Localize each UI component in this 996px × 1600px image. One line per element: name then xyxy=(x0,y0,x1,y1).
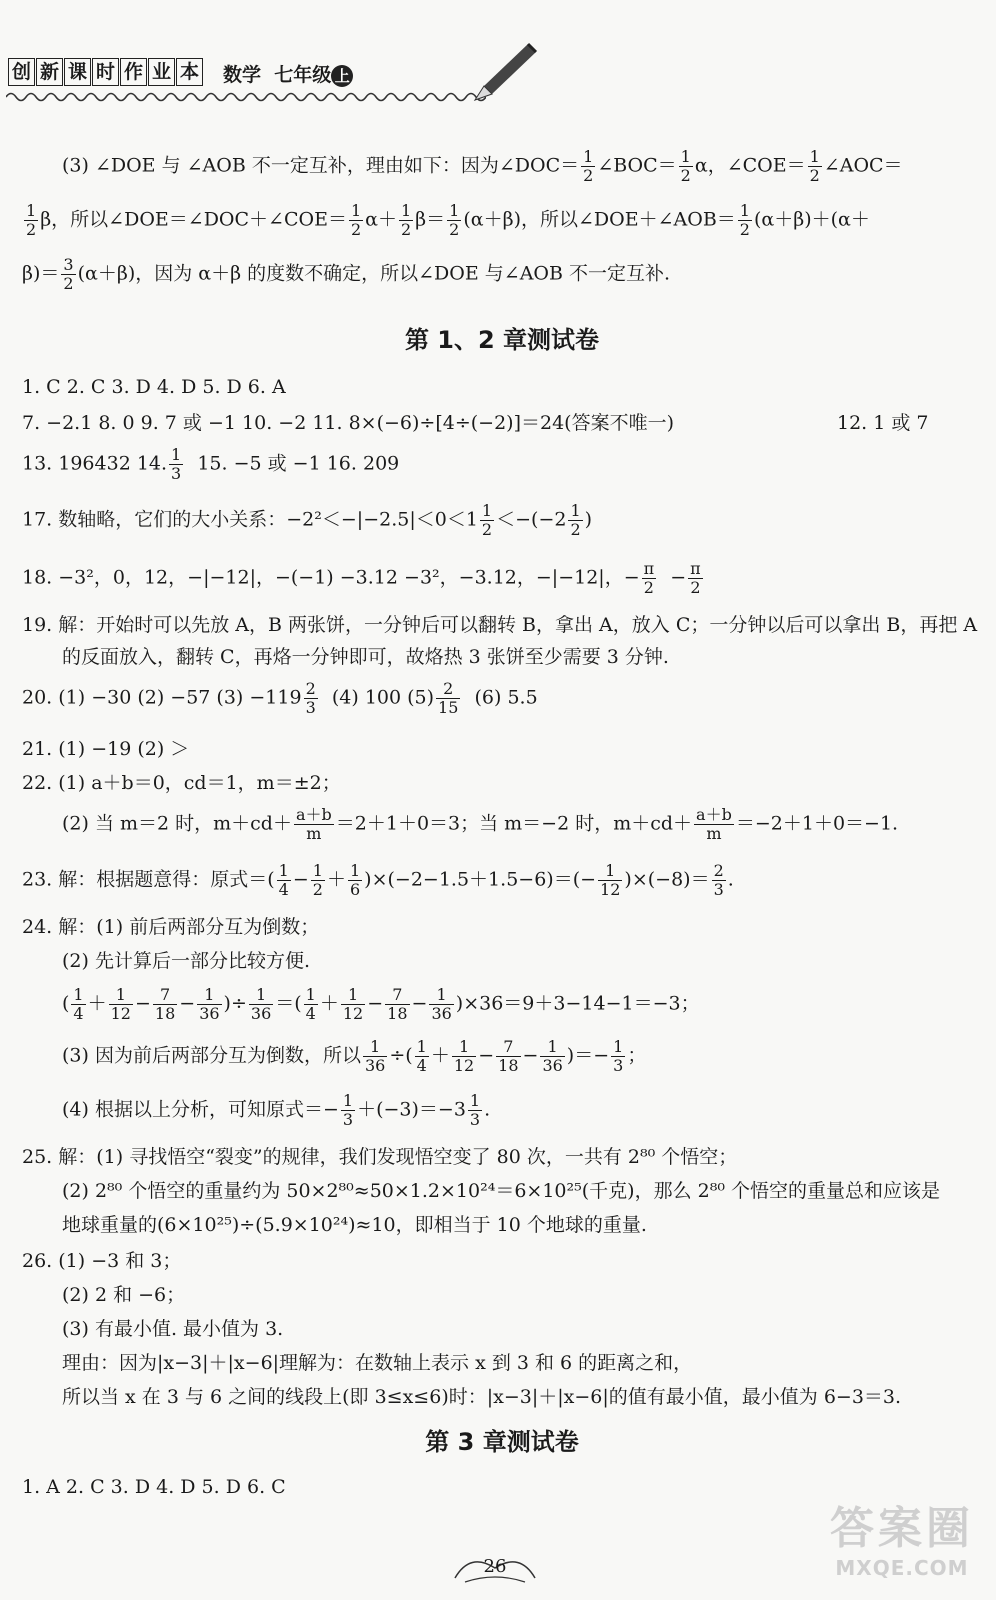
answer-26-line-3: (3) 有最小值. 最小值为 3. xyxy=(62,1318,284,1340)
header-char: 本 xyxy=(176,58,203,86)
fraction: $\frac{\pi}{2}$ xyxy=(690,559,701,597)
fraction: $\frac{1}{3}$ xyxy=(613,1037,624,1075)
fraction: $\frac{1}{2}$ xyxy=(570,501,581,539)
fraction: $\frac{1}{12}$ xyxy=(342,985,364,1023)
answer-19-line-2: 的反面放入，翻转 C，再烙一分钟即可，故烙热 3 张饼至少需要 3 分钟. xyxy=(62,646,669,668)
answer-24-line-3: ( $\frac{1}{4}$ ＋ $\frac{1}{12}$ − $\frac{7}{18}$ − $\frac{1}{36}$ )÷ $\frac{1}{36}$ ＝( $\frac{1}{4}$ ＋ $\frac{1}{12}$ − $\frac{7}{18}$ − $\frac{1}{36}$ )×36＝9＋3−14−1＝−3； xyxy=(62,985,700,1023)
fraction: $\frac{1}{2}$ xyxy=(583,147,594,185)
fraction: $\frac{1}{2}$ xyxy=(400,201,412,239)
header-wave-decoration xyxy=(6,90,486,104)
answer-21: 21. (1) −19 (2) ＞ xyxy=(22,738,190,760)
pencil-icon xyxy=(470,38,540,108)
fraction: $\frac{1}{2}$ xyxy=(449,201,460,239)
fraction: $\frac{1}{4}$ xyxy=(416,1037,427,1075)
answer-26-line-1: 26. (1) −3 和 3； xyxy=(22,1250,182,1272)
fraction: $\frac{1}{2}$ xyxy=(680,147,691,185)
fraction: $\frac{1}{2}$ xyxy=(809,147,820,185)
answer-26-line-5: 所以当 x 在 3 与 6 之间的线段上(即 3≤x≤6)时：|x−3|＋|x−6|的值有最小值，最小值为 6−3＝3. xyxy=(62,1386,902,1408)
section-title-ch1-2: 第 1、2 章测试卷 xyxy=(404,326,600,354)
fraction: $\frac{1}{12}$ xyxy=(453,1037,475,1075)
fraction: $\frac{1}{2}$ xyxy=(350,201,362,239)
answer-26-line-2: (2) 2 和 −6； xyxy=(62,1284,186,1306)
answer-25-line-2: (2) 2⁸⁰ 个悟空的重量约为 50×2⁸⁰≈50×1.2×10²⁴＝6×10²⁵(千克)，那么 2⁸⁰ 个悟空的重量总和应该是 xyxy=(62,1180,940,1202)
answer-24-line-4: (3) 因为前后两部分互为倒数，所以 $\frac{1}{36}$ ÷( $\frac{1}{4}$ ＋ $\frac{1}{12}$ − $\frac{7}{18}$ − $\frac{1}{36}$ )＝− $\frac{1}{3}$ ； xyxy=(62,1037,647,1075)
watermark-logo: 答案圈 MXQE.COM xyxy=(830,1503,974,1580)
fraction: $\frac{1}{36}$ xyxy=(431,985,452,1023)
fraction: $\frac{1}{36}$ xyxy=(199,985,220,1023)
fraction: $\frac{1}{4}$ xyxy=(278,861,289,899)
fraction: $\frac{a+b}{m}$ xyxy=(295,805,332,843)
fraction: $\frac{1}{6}$ xyxy=(349,861,361,899)
section-title-ch3: 第 3 章测试卷 xyxy=(425,1428,579,1456)
answer-22-line-2: (2) 当 m＝2 时，m＋cd＋ $\frac{a+b}{m}$ ＝2＋1＋0＝3；当 m＝−2 时，m＋cd＋ $\frac{a+b}{m}$ ＝−2＋1＋0＝−1. xyxy=(62,805,899,843)
prev-line-3: β)＝ $\frac{3}{2}$ (α＋β)，因为 α＋β 的度数不确定，所以∠DOE 与∠AOB 不一定互补. xyxy=(22,255,671,293)
fraction: $\frac{1}{4}$ xyxy=(73,985,84,1023)
header-char: 新 xyxy=(36,58,63,86)
fraction: $\frac{1}{12}$ xyxy=(600,861,621,899)
fraction: $\frac{1}{3}$ xyxy=(342,1091,354,1129)
answer-26-line-4: 理由：因为|x−3|＋|x−6|理解为：在数轴上表示 x 到 3 和 6 的距离之和， xyxy=(62,1352,693,1374)
answer-18: 18. −3²，0，12，−|−12|，−(−1) −3.12 −3²，−3.12，−|−12|，− $\frac{\pi}{2}$ − $\frac{\pi}{2}$ xyxy=(22,559,701,597)
fraction: $\frac{1}{3}$ xyxy=(469,1091,481,1129)
page-number: 26 xyxy=(445,1548,545,1588)
header-char: 业 xyxy=(148,58,175,86)
subject-label: 数学 xyxy=(223,64,262,86)
fraction: $\frac{1}{36}$ xyxy=(542,1037,563,1075)
fraction: $\frac{1}{2}$ xyxy=(26,201,37,239)
fraction: $\frac{1}{2}$ xyxy=(481,501,493,539)
answers-13-16: 13. 196432 14. $\frac{1}{3}$ 15. −5 或 −1 16. 209 xyxy=(22,445,400,483)
answer-19-line-1: 19. 解：开始时可以先放 A，B 两张饼，一分钟后可以翻转 B，拿出 A，放入 C；一分钟以后可以拿出 B，再把 A xyxy=(22,614,978,636)
fraction: $\frac{2}{3}$ xyxy=(305,679,316,717)
fraction: $\frac{7}{18}$ xyxy=(498,1037,519,1075)
fraction: $\frac{1}{36}$ xyxy=(250,985,272,1023)
fraction: $\frac{2}{3}$ xyxy=(713,861,724,899)
header-char: 创 xyxy=(8,58,35,86)
grade-label: 七年级 xyxy=(274,64,332,86)
answers-1-6: 1. C 2. C 3. D 4. D 5. D 6. A xyxy=(22,376,286,398)
subject-grade xyxy=(223,60,353,87)
fraction: $\frac{3}{2}$ xyxy=(63,255,74,293)
fraction: $\frac{\pi}{2}$ xyxy=(643,559,655,597)
prev-line-2: $\frac{1}{2}$ β，所以∠DOE＝∠DOC＋∠COE＝ $\frac{1}{2}$ α＋ $\frac{1}{2}$ β＝ $\frac{1}{2}$ (α＋β)，所以∠DOE＋∠AOB＝ $\frac{1}{2}$ (α＋β)＋(α＋ xyxy=(26,201,870,239)
header-char: 课 xyxy=(64,58,91,86)
answer-24-line-2: (2) 先计算后一部分比较方便. xyxy=(62,950,310,972)
answers-7-11: 7. −2.1 8. 0 9. 7 或 −1 10. −2 11. 8×(−6)÷[4÷(−2)]＝24(答案不唯一) xyxy=(22,412,675,434)
fraction: $\frac{2}{15}$ xyxy=(438,679,459,717)
fraction: $\frac{7}{18}$ xyxy=(154,985,176,1023)
fraction: $\frac{1}{36}$ xyxy=(364,1037,386,1075)
answer-17: 17. 数轴略，它们的大小关系：−2²＜−|−2.5|＜0＜1 $\frac{1}{2}$ ＜−(−2 $\frac{1}{2}$ ) xyxy=(22,501,593,539)
answer-22-line-1: 22. (1) a＋b＝0，cd＝1，m＝±2； xyxy=(22,772,341,794)
fraction: $\frac{1}{2}$ xyxy=(739,201,750,239)
answer-20: 20. (1) −30 (2) −57 (3) −119 $\frac{2}{3}$ (4) 100 (5) $\frac{2}{15}$ (6) 5.5 xyxy=(22,679,538,717)
fraction: $\frac{1}{3}$ xyxy=(171,445,182,483)
fraction: $\frac{7}{18}$ xyxy=(387,985,408,1023)
prev-line-1: (3) ∠DOE 与 ∠AOB 不一定互补，理由如下：因为∠DOC＝ $\frac{1}{2}$ ∠BOC＝ $\frac{1}{2}$ α，∠COE＝ $\frac{1}{2}$ ∠AOC＝ xyxy=(62,147,903,185)
volume-badge: 上 xyxy=(331,65,353,87)
answer-25-line-3: 地球重量的(6×10²⁵)÷(5.9×10²⁴)≈10，即相当于 10 个地球的重量. xyxy=(62,1214,647,1236)
answer-23: 23. 解：根据题意得：原式＝( $\frac{1}{4}$ − $\frac{1}{2}$ ＋ $\frac{1}{6}$ )×(−2−1.5＋1.5−6)＝(− $\frac{1}{12}$ )×(−8)＝ $\frac{2}{3}$ . xyxy=(22,861,734,899)
answer-24-line-5: (4) 根据以上分析，可知原式＝− $\frac{1}{3}$ ＋(−3)＝−3 $\frac{1}{3}$ . xyxy=(62,1091,491,1129)
answer-25-line-1: 25. 解：(1) 寻找悟空“裂变”的规律，我们发现悟空变了 80 次，一共有 2⁸⁰ 个悟空； xyxy=(22,1146,738,1168)
fraction: $\frac{a+b}{m}$ xyxy=(696,805,732,843)
series-title xyxy=(8,58,204,86)
fraction: $\frac{1}{2}$ xyxy=(312,861,323,899)
header-char: 作 xyxy=(120,58,147,86)
fraction: $\frac{1}{12}$ xyxy=(110,985,131,1023)
answer-24-line-1: 24. 解：(1) 前后两部分互为倒数； xyxy=(22,916,320,938)
header-char: 时 xyxy=(92,58,119,86)
answer-12: 12. 1 或 7 xyxy=(837,412,929,434)
ch3-answers-1-6: 1. A 2. C 3. D 4. D 5. D 6. C xyxy=(22,1476,286,1498)
fraction: $\frac{1}{4}$ xyxy=(305,985,316,1023)
